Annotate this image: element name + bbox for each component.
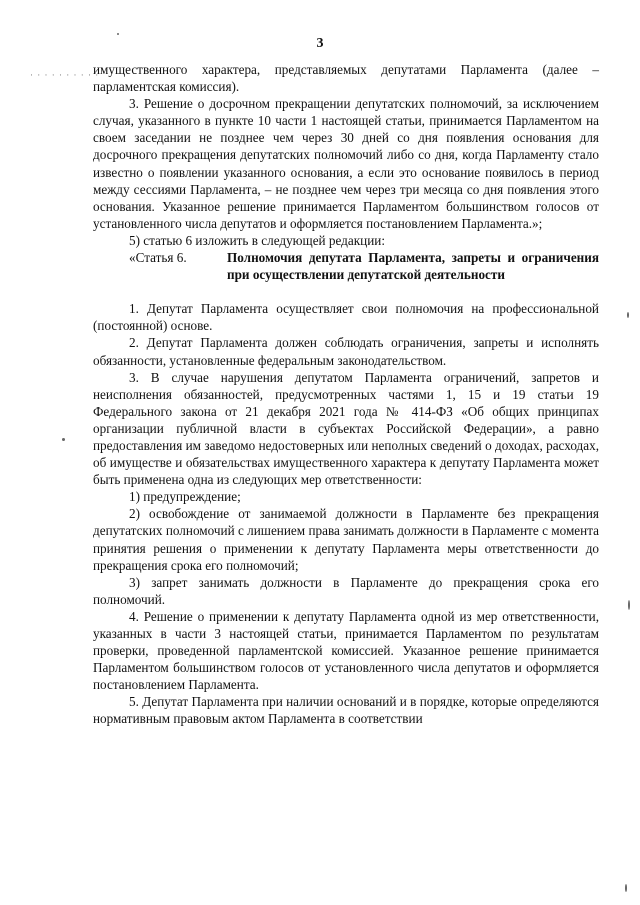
paragraph-amendment-5: 5) статью 6 изложить в следующей редакции: xyxy=(129,232,385,248)
article-heading xyxy=(93,249,599,283)
article-label: «Статья 6. xyxy=(129,250,187,266)
paragraph-part-1: 1. Депутат Парламента осуществляет свои полномочия на профессиональной (постоянной) основе. xyxy=(93,301,599,334)
margin-mark: · · · · · · · · · · xyxy=(30,70,100,80)
scan-speck xyxy=(627,312,629,318)
paragraph-part-4: 4. Решение о применении к депутату Парламента одной из мер ответственности, указанных в части 3 настоящей статьи, принимается Парламентом по результатам проверки, проведенной парламентской комиссией. Указанное решение принимается Парламентом большинством голосов от установленного числа депутатов и оформляется постановлением Парламента. xyxy=(93,608,599,693)
spacer xyxy=(93,283,599,300)
paragraph-part-5: 5. Депутат Парламента при наличии оснований и в порядке, которые определяются нормативным правовым актом Парламента в соответствии xyxy=(93,694,599,727)
list-item-ban: 3) запрет занимать должности в Парламенте до прекращения срока его полномочий. xyxy=(93,574,599,607)
paragraph-continuation: имущественного характера, представляемых депутатами Парламента (далее – парламентская комиссия). xyxy=(93,62,599,95)
paragraph-part-2: 2. Депутат Парламента должен соблюдать ограничения, запреты и исполнять обязанности, установленные федеральным законодательством. xyxy=(93,335,599,368)
scan-speck xyxy=(628,600,630,610)
article-title: Полномочия депутата Парламента, запреты и ограничения при осуществлении депутатской деятельности xyxy=(227,250,599,283)
list-item-warning: 1) предупреждение; xyxy=(129,489,241,505)
scan-speck xyxy=(625,884,627,892)
page-number: 3 xyxy=(316,36,324,51)
scan-speck xyxy=(117,33,119,35)
list-item-release: 2) освобождение от занимаемой должности в Парламенте без прекращения депутатских полномочий с лишением права занимать должности в Парламенте с момента принятия решения о применении к депутату Парламента меры ответственности до прекращения срока его полномочий; xyxy=(93,506,599,573)
paragraph-part-3: 3. В случае нарушения депутатом Парламента ограничений, запретов и неисполнения обязанностей, предусмотренных частями 1, 15 и 19 статьи 19 Федерального закона от 21 декабря 2021 года № 414-ФЗ «Об общих принципах организации публичной власти в субъектах Российской Федерации», а равно предоставления им заведомо недостоверных или неполных сведений о доходах, расходах, об имуществе и обязательствах имущественного характера к депутату Парламента может быть применена одна из следующих мер ответственности: xyxy=(93,369,599,488)
paragraph-item-3: 3. Решение о досрочном прекращении депутатских полномочий, за исключением случая, указанного в пункте 10 части 1 настоящей статьи, принимается Парламентом на своем заседании не позднее чем через 30 дней со дня появления основания для досрочного прекращения депутатских полномочий либо со дня, когда Парламенту стало известно о появлении указанного основания, а если это основание появилось в период между сессиями Парламента, – не позднее чем через три месяца со дня появления этого основания. Указанное решение принимается Парламентом большинством голосов от установленного числа депутатов и оформляется постановлением Парламента.»; xyxy=(93,96,599,231)
document-body xyxy=(93,61,599,728)
scan-speck xyxy=(62,438,65,441)
